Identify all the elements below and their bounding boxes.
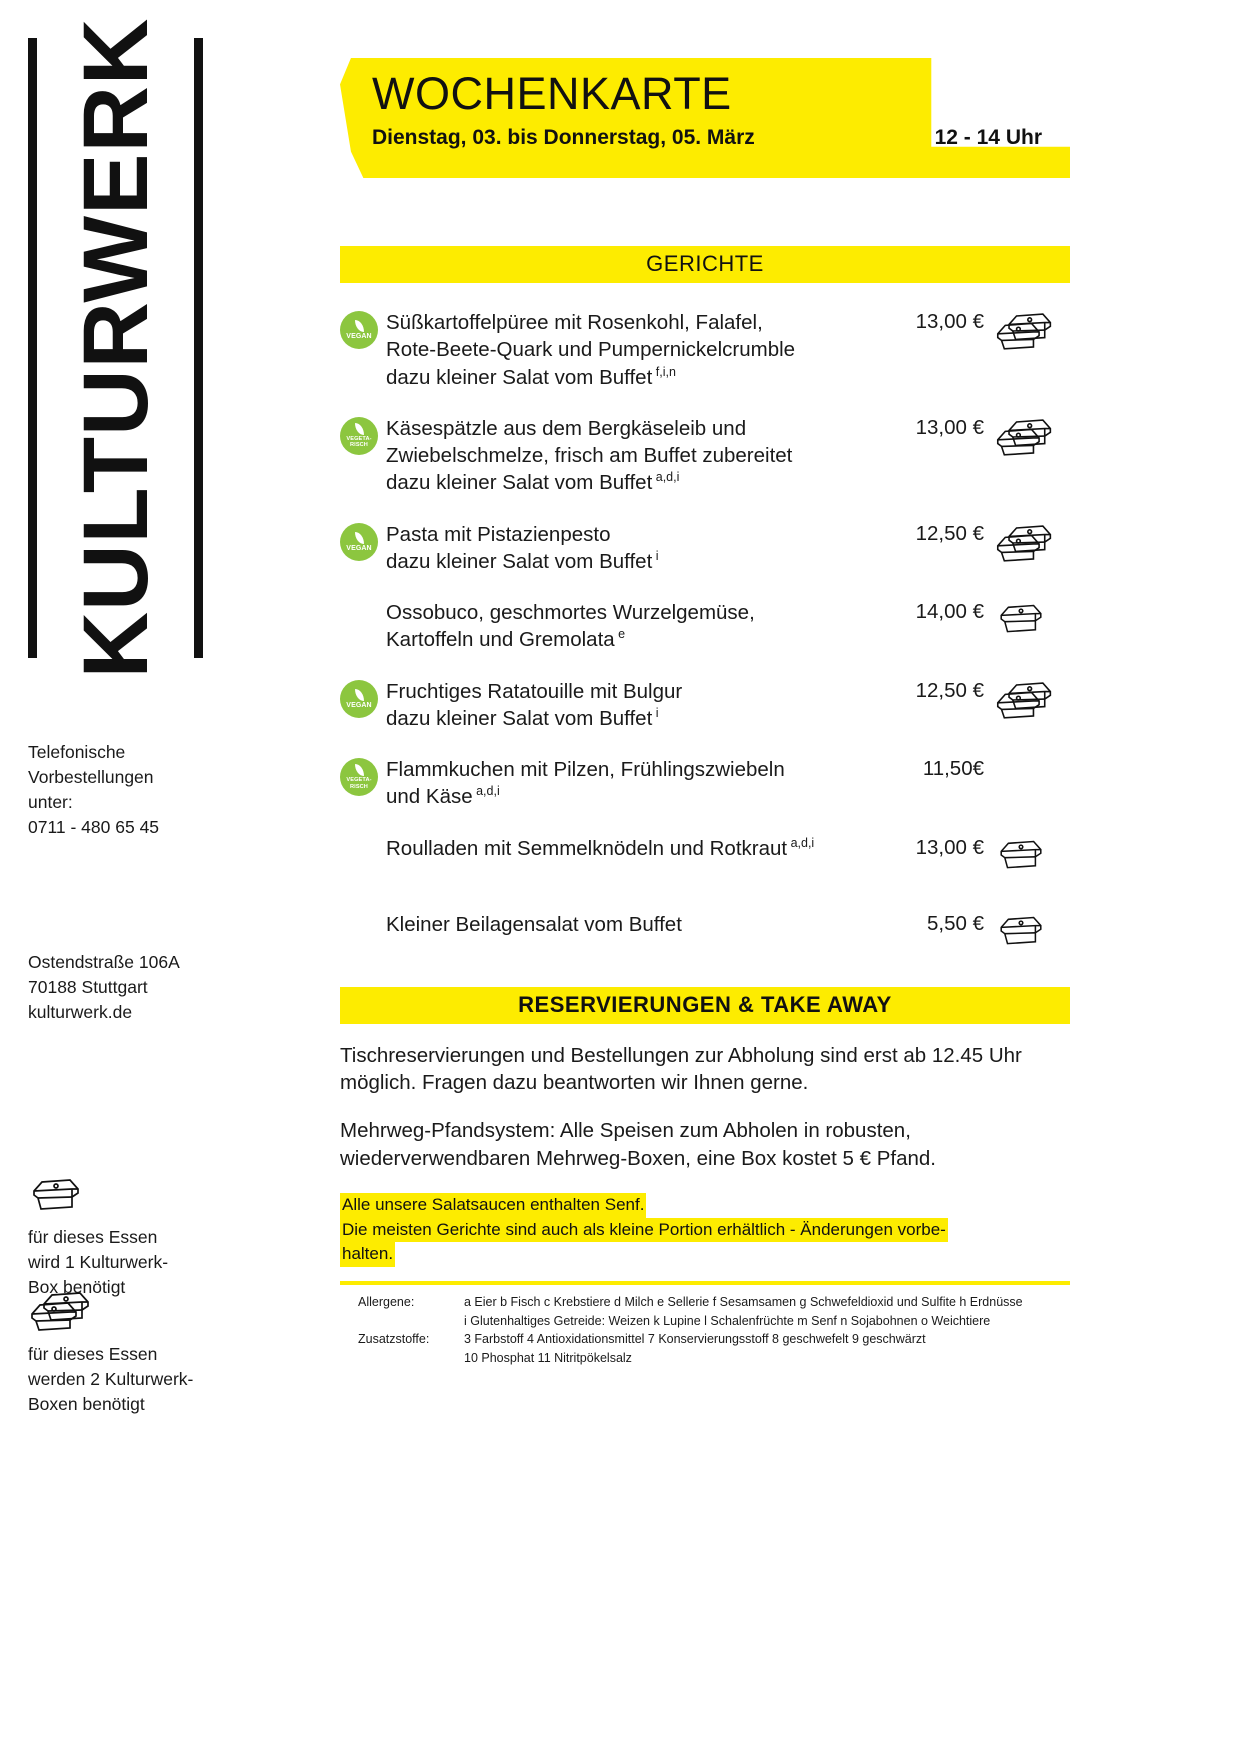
dish-diet-badge (340, 678, 386, 718)
legend-row-zusatzstoffe (358, 1330, 1070, 1368)
legend-divider (340, 1281, 1070, 1285)
legend-line: für dieses Essen (28, 1227, 158, 1247)
dish-description-line: Kartoffeln und Gremolata $^e$ (386, 627, 626, 652)
dish-diet-badge (340, 415, 386, 455)
dish-description-line: dazu kleiner Salat vom Buffet $^{f,i,n}$ (386, 364, 676, 389)
takeaway-box-double-icon (28, 1319, 94, 1336)
dish-list (340, 309, 1070, 963)
brand-logo (28, 17, 203, 679)
box-legend-double-caption (28, 1342, 193, 1417)
leaf-icon (355, 532, 364, 544)
section-title-takeaway: RESERVIERUNGEN & TAKE AWAY (340, 987, 1070, 1024)
takeaway-box-double-icon (984, 678, 1070, 725)
dish-diet-badge (340, 309, 386, 349)
address-info (28, 950, 180, 1025)
note-line: halten. (340, 1242, 395, 1267)
takeaway-paragraph-2: Mehrweg-Pfandsystem: Alle Speisen zum Abholen in robusten, wiederverwendbaren Mehrweg-Boxen, eine Box kostet 5 € Pfand. (340, 1119, 936, 1171)
badge-label: VEGAN (346, 333, 372, 340)
dish-description (386, 835, 882, 862)
dish-diet-badge (340, 521, 386, 561)
dish-price: 13,00 € (915, 415, 984, 439)
sidebar (0, 0, 300, 1754)
takeaway-box-single-icon (984, 835, 1070, 878)
dish-description (386, 415, 882, 497)
dish-item (340, 309, 1070, 391)
legend-line: wird 1 Kulturwerk- (28, 1251, 169, 1272)
badge-spacer (340, 837, 378, 875)
dish-description (386, 911, 882, 938)
takeaway-box-single-icon (28, 1202, 84, 1219)
takeaway-text (340, 1042, 1070, 1174)
menu-main (340, 0, 1070, 1368)
legend-line: Box benötigt (28, 1276, 126, 1297)
contact-line-2: Vorbestellungen (28, 766, 154, 787)
dish-description-line: dazu kleiner Salat vom Buffet $^{a,d,i}$ (386, 470, 680, 495)
takeaway-paragraph-1: Tischreservierungen und Bestellungen zur Abholung sind erst ab 12.45 Uhr möglich. Fragen dazu beantworten wir Ihnen gerne. (340, 1043, 1022, 1095)
legend-line: werden 2 Kulturwerk- (28, 1368, 194, 1389)
vegetarian-badge-icon (340, 758, 378, 796)
takeaway-box-double-icon (984, 415, 1070, 462)
section-title-dishes: GERICHTE (340, 246, 1070, 283)
badge-label: VEGETA- RISCH (346, 777, 372, 790)
note-line: Die meisten Gerichte sind auch als kleine Portion erhältlich - Änderungen vorbe- (340, 1218, 948, 1243)
dish-item (340, 911, 1070, 963)
legend-row-allergene (358, 1293, 1070, 1331)
dish-item (340, 756, 1070, 811)
phone-number: 0711 - 480 65 45 (28, 816, 160, 837)
dish-description-line: Pasta mit Pistazienpesto (386, 522, 611, 546)
dish-description (386, 678, 882, 733)
dish-price: 12,50 € (915, 521, 984, 545)
zusatzstoffe-label: Zusatzstoffe: (358, 1332, 430, 1347)
allergen-codes: f,i,n (652, 364, 676, 379)
dish-description-line: Fruchtiges Ratatouille mit Bulgur (386, 679, 683, 703)
dish-price: 13,00 € (915, 310, 984, 333)
allergen-codes: a,d,i (787, 835, 815, 850)
vegan-badge-icon (340, 311, 378, 349)
dish-diet-badge (340, 599, 386, 639)
dish-price: 12,50 € (915, 678, 984, 702)
dish-description-line: Rote-Beete-Quark und Pumpernickelcrumble (386, 338, 796, 362)
dish-description (386, 521, 882, 576)
dish-description-line: Roulladen mit Semmelknödeln und Rotkraut $^{a,d,i}$ (386, 835, 815, 860)
allergen-codes: i (652, 705, 659, 720)
badge-label: VEGAN (346, 701, 372, 709)
dish-description-line: Käsespätzle aus dem Bergkäseleib und (386, 416, 747, 440)
dish-item (340, 415, 1070, 497)
contact-line-3: unter: (28, 791, 73, 812)
dish-description-line: dazu kleiner Salat vom Buffet $^i$ (386, 548, 659, 573)
contact-info (28, 740, 159, 839)
dish-price: 5,50 € (927, 911, 984, 935)
dish-description-line: dazu kleiner Salat vom Buffet $^i$ (386, 705, 659, 730)
website-url: kulturwerk.de (28, 1001, 133, 1022)
address-street: Ostendstraße 106A (28, 952, 180, 972)
legend-line: für dieses Essen (28, 1344, 158, 1364)
dish-diet-badge (340, 756, 386, 796)
vegan-badge-icon (340, 680, 378, 718)
allergen-codes: a,d,i (472, 784, 500, 799)
leaf-icon (355, 764, 364, 776)
dish-description-line: und Käse $^{a,d,i}$ (386, 784, 500, 809)
dish-description (386, 599, 882, 654)
allergen-legend (340, 1293, 1070, 1368)
zusatzstoffe-line-1: 3 Farbstoff 4 Antioxidationsmittel 7 Konservierungsstoff 8 geschwefelt 9 geschwärzt (464, 1332, 926, 1347)
allergene-values (464, 1293, 1070, 1331)
allergen-codes: a,d,i (652, 470, 680, 485)
dish-price: 14,00 € (915, 600, 984, 623)
dish-description (386, 309, 882, 391)
logo-text: KULTURWERK (64, 17, 167, 679)
takeaway-box-double-icon (984, 309, 1070, 356)
dish-description (386, 756, 882, 811)
vegetarian-badge-icon (340, 417, 378, 455)
allergene-label: Allergene: (358, 1294, 415, 1309)
page-title: WOCHENKARTE (372, 68, 732, 119)
dish-price: 13,00 € (915, 835, 984, 859)
dish-description-line: Flammkuchen mit Pilzen, Frühlingszwiebeln (386, 758, 785, 781)
dish-description-line: Süßkartoffelpüree mit Rosenkohl, Falafel, (386, 311, 763, 334)
note-line: Alle unsere Salatsaucen enthalten Senf. (340, 1193, 646, 1218)
leaf-icon (355, 689, 364, 701)
allergene-line-2: i Glutenhaltiges Getreide: Weizen k Lupine l Schalenfrüchte m Senf n Sojabohnen o Weichtiere (464, 1313, 991, 1328)
contact-line-1: Telefonische (28, 742, 126, 762)
serving-time: 12 - 14 Uhr (934, 126, 1042, 150)
allergene-line-1: a Eier b Fisch c Krebstiere d Milch e Sellerie f Sesamsamen g Schwefeldioxid und Sulfite h Erdnüsse (464, 1294, 1023, 1309)
dish-diet-badge (340, 835, 386, 875)
notes-block (340, 1193, 1070, 1267)
dish-item (340, 521, 1070, 576)
badge-spacer (340, 601, 378, 639)
dish-price: 11,50€ (922, 757, 984, 780)
address-city: 70188 Stuttgart (28, 976, 148, 997)
takeaway-box-single-icon (984, 911, 1070, 954)
dish-description-line: Kleiner Beilagensalat vom Buffet (386, 912, 682, 936)
date-range: Dienstag, 03. bis Donnerstag, 05. März (372, 126, 755, 150)
takeaway-box-double-icon (984, 521, 1070, 568)
allergen-codes: i (652, 548, 659, 563)
badge-label: VEGETA- RISCH (346, 436, 372, 449)
header-banner (340, 58, 1070, 178)
dish-diet-badge (340, 911, 386, 951)
badge-label: VEGAN (346, 544, 372, 552)
takeaway-box-single-icon (984, 599, 1070, 642)
leaf-icon (355, 423, 364, 435)
zusatzstoffe-line-2: 10 Phosphat 11 Nitritpökelsalz (464, 1351, 632, 1366)
box-legend-single (28, 1175, 168, 1300)
badge-spacer (340, 913, 378, 951)
takeaway-box-none (984, 756, 1070, 758)
leaf-icon (355, 320, 364, 332)
allergen-codes: e (614, 627, 626, 642)
box-legend-single-caption (28, 1225, 168, 1300)
dish-item (340, 835, 1070, 887)
vegan-badge-icon (340, 523, 378, 561)
dish-description-line: Zwiebelschmelze, frisch am Buffet zubereitet (386, 444, 793, 467)
legend-line: Boxen benötigt (28, 1393, 145, 1414)
dish-description-line: Ossobuco, geschmortes Wurzelgemüse, (386, 601, 755, 624)
dish-item (340, 678, 1070, 733)
zusatzstoffe-values (464, 1330, 1070, 1368)
dish-item (340, 599, 1070, 654)
box-legend-double (28, 1290, 193, 1417)
